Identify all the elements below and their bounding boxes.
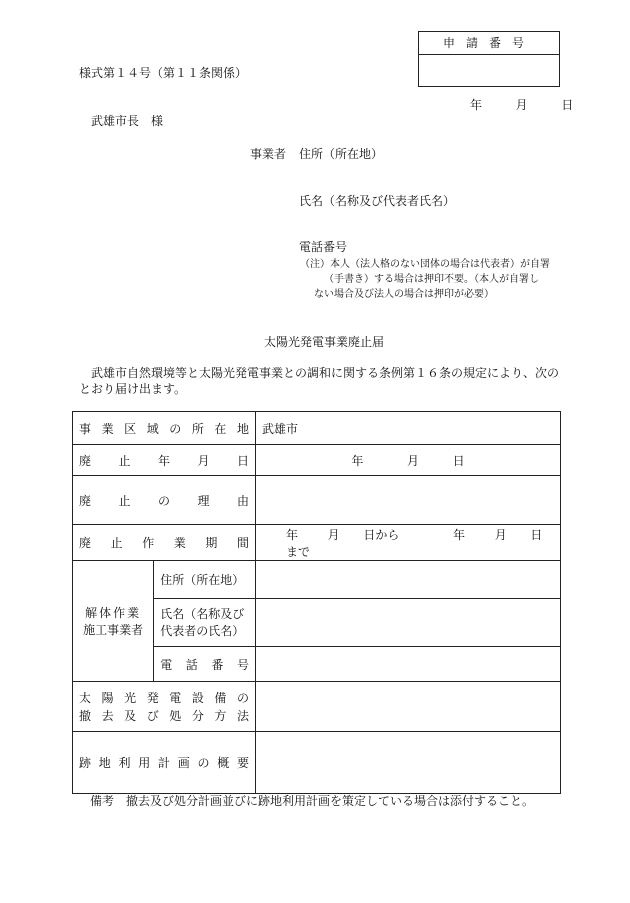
period-end-month: 月 [494,527,507,542]
form-number: 様式第１４号（第１１条関係） [79,66,248,80]
abolition-month: 月 [406,453,419,468]
contractor-address-label: 住所（所在地） [160,573,245,587]
period-start-month: 月 [327,527,340,542]
form-table [72,411,561,794]
applicant-name-label: 氏名（名称及び代表者氏名） [299,194,456,208]
contractor-label-line: 施工事業者 [83,623,144,637]
disposal-label: 撤去及び処分方法 [79,708,249,723]
contractor-name-label: 代表者の氏名） [160,623,245,638]
application-number-field[interactable] [419,55,559,86]
abolition-year: 年 [351,453,364,468]
abolition-day: 日 [452,453,465,468]
contractor-name-label: 氏名（名称及び [160,606,245,621]
table-row [73,412,561,445]
applicant-label: 事業者 [250,147,287,161]
contractor-phone-label: 電話番号 [160,657,249,672]
seal-note-line: （注）本人（法人格のない団体の場合は代表者）が自署 [300,259,550,270]
period-start-day: 日から [363,527,400,542]
seal-note [300,257,550,302]
site-plan-field[interactable] [256,732,561,794]
seal-note-line: （手書き）する場合は押印不要。（本人が自署し [324,274,539,285]
abolition-date-field[interactable] [256,445,561,476]
table-row [73,476,561,525]
period-start-year: 年 [286,527,299,542]
location-value: 武雄市 [262,421,299,436]
location-label: 事業区域の所在地 [79,421,249,436]
body-text: 武雄市自然環境等と太陽光発電事業との調和に関する条例第１６条の規定により、次のとおり届け出ます。 [79,366,560,396]
date-month: 月 [515,98,528,112]
contractor-label-line: 解体作業 [85,606,142,620]
period-field[interactable] [256,525,561,561]
table-row [73,682,561,732]
remark: 備考 撤去及び処分計画並びに跡地利用計画を策定している場合は添付すること。 [90,794,535,808]
contractor-phone-field[interactable] [256,647,561,682]
table-row [73,445,561,476]
period-end-year: 年 [453,527,466,542]
site-plan-label: 跡地利用計画の概要 [79,756,249,770]
table-row [73,525,561,561]
application-number-header: 申請番号 [419,32,559,55]
table-row [73,732,561,794]
disposal-label: 太陽光発電設備の [79,690,249,705]
reason-field[interactable] [256,476,561,525]
contractor-address-field[interactable] [256,561,561,599]
period-label: 廃止作業期間 [79,536,249,550]
addressee: 武雄市長 様 [91,114,164,128]
application-number-box [418,31,560,87]
disposal-field[interactable] [256,682,561,732]
contractor-name-field[interactable] [256,599,561,647]
contractor-label [73,561,154,682]
applicant-phone-label: 電話番号 [299,240,348,254]
date-day: 日 [561,98,574,112]
abolition-date-label: 廃止年月日 [79,453,249,468]
seal-note-line: ない場合及び法人の場合は押印が必要） [314,289,494,300]
date-year: 年 [470,98,483,112]
submission-date [470,96,573,113]
period-end-day: 日まで [286,527,543,559]
applicant-address-label: 住所（所在地） [299,147,384,161]
table-row [73,561,561,599]
reason-label: 廃止の理由 [79,493,249,508]
document-title: 太陽光発電事業廃止届 [264,335,385,349]
location-field[interactable] [256,412,561,445]
